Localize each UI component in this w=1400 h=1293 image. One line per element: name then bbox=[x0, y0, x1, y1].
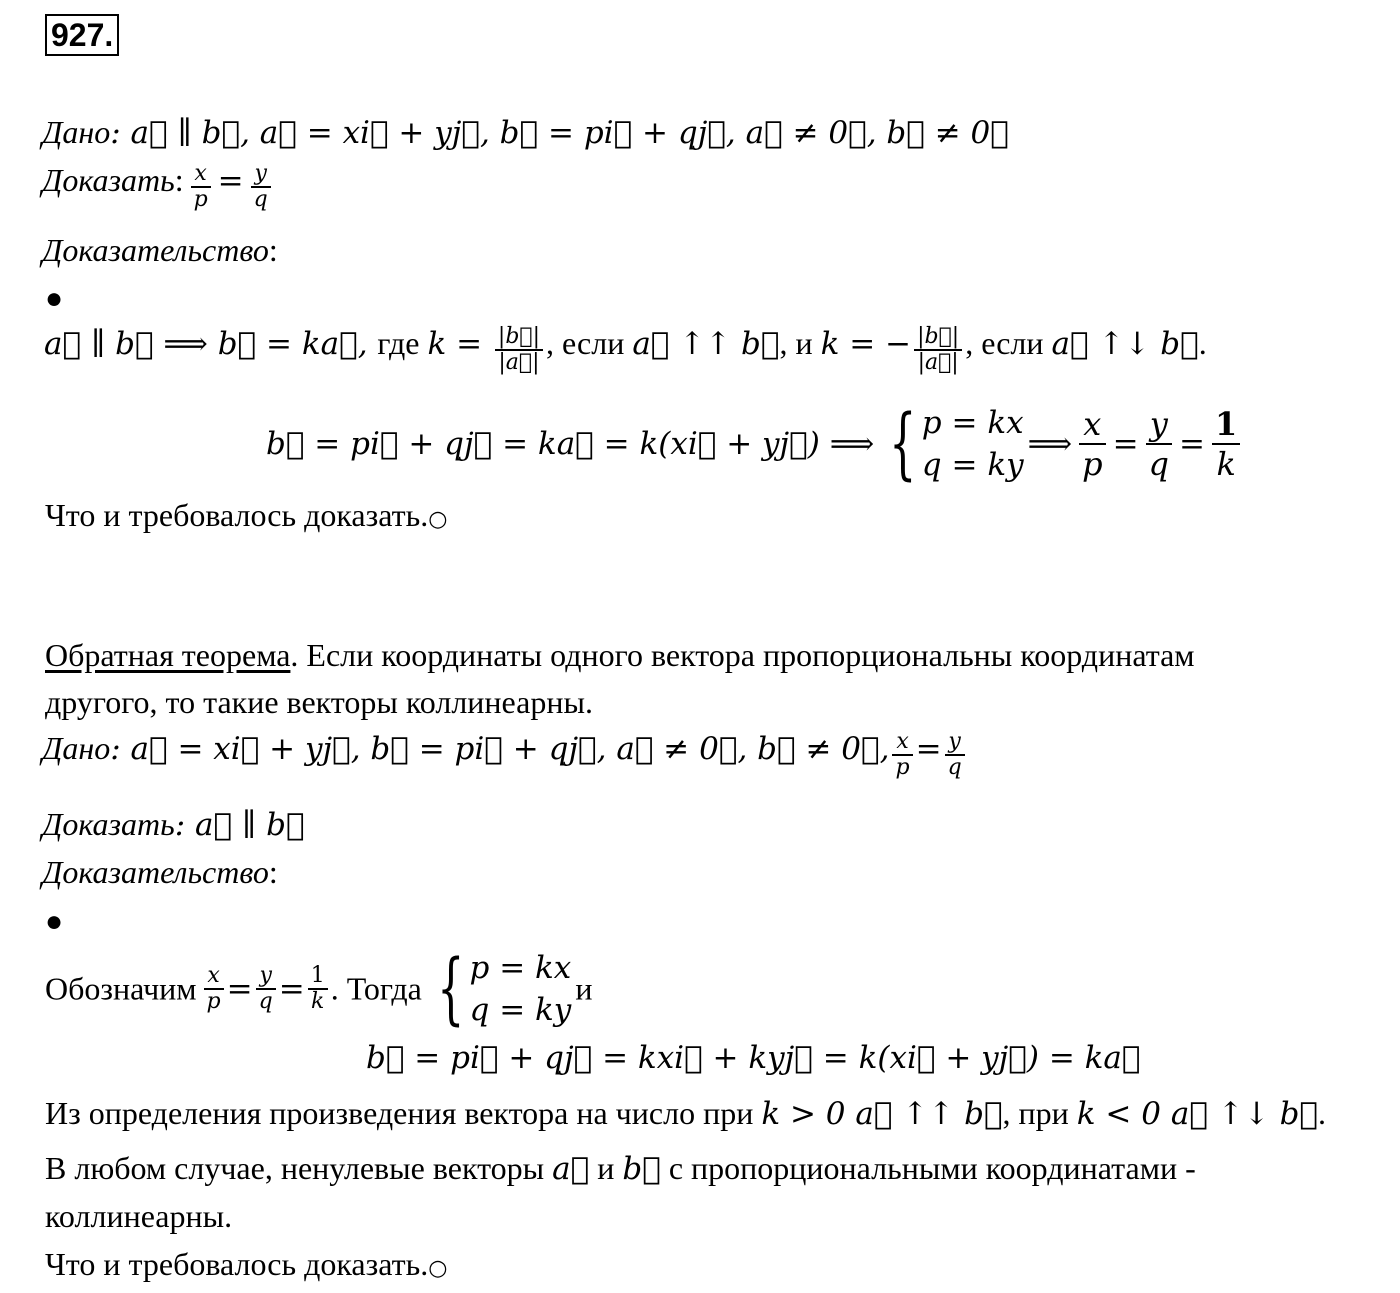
denote-line bbox=[45, 944, 593, 1034]
equals: = bbox=[1179, 426, 1206, 462]
conclusion-line-1 bbox=[45, 1150, 1196, 1187]
frac-num: |b⃗| bbox=[914, 325, 962, 351]
then-text: . Тогда bbox=[330, 970, 422, 1007]
frac-num: x bbox=[1079, 405, 1105, 445]
fraction-y-over-q bbox=[1146, 405, 1172, 483]
bullet-1: ● bbox=[45, 282, 64, 315]
fraction-x-over-p bbox=[892, 730, 912, 780]
fraction-one-over-k bbox=[308, 964, 328, 1014]
frac-den: |a⃗| bbox=[917, 350, 959, 376]
math-opposite: a⃗ ↑↓ b⃗ bbox=[1051, 326, 1199, 362]
frac-den: p bbox=[206, 989, 221, 1014]
text-if-2: , если bbox=[965, 325, 1052, 361]
fraction-y-over-q bbox=[256, 964, 276, 1014]
frac-den: p bbox=[1082, 445, 1103, 483]
frac-num: |b⃗| bbox=[495, 325, 543, 351]
implies: ⟹ bbox=[1027, 426, 1073, 462]
frac-num: x bbox=[191, 162, 211, 188]
equation-p: p = kx bbox=[921, 405, 1024, 441]
fraction-y-over-q bbox=[251, 162, 271, 212]
definition-text-2: , при bbox=[1002, 1095, 1077, 1131]
bullet-2: ● bbox=[45, 905, 64, 938]
math-a-parallel-b: a⃗ ∥ b⃗ ⟹ b⃗ = ka⃗, bbox=[44, 326, 378, 362]
equals: = bbox=[226, 971, 253, 1007]
given-line-1 bbox=[42, 114, 1009, 151]
given-label: Дано bbox=[42, 114, 111, 150]
frac-den: q bbox=[253, 187, 268, 213]
system-of-equations bbox=[426, 944, 572, 1034]
given-line-2 bbox=[42, 730, 968, 780]
left-brace: { bbox=[437, 944, 465, 1034]
equals: = bbox=[217, 163, 244, 199]
conclusion-text: В любом случае, ненулевые векторы bbox=[45, 1150, 553, 1186]
left-brace: { bbox=[889, 399, 917, 489]
proof-label: Доказательство bbox=[42, 854, 269, 890]
qed-line-1 bbox=[45, 497, 447, 534]
conclusion-line-2 bbox=[45, 1198, 232, 1235]
frac-num: x bbox=[204, 964, 224, 990]
frac-num: x bbox=[892, 730, 912, 756]
frac-num: y bbox=[945, 730, 965, 756]
converse-statement: . Если координаты одного вектора пропорциональны координатам bbox=[290, 637, 1195, 673]
fraction-x-over-p bbox=[191, 162, 211, 212]
conclusion-text-2: с пропорциональными координатами - bbox=[660, 1150, 1196, 1186]
qed-line-2 bbox=[45, 1246, 447, 1283]
frac-num: 1 bbox=[308, 964, 328, 990]
qed-text: Что и требовалось доказать. bbox=[45, 497, 429, 533]
frac-num: y bbox=[256, 964, 276, 990]
fraction-one-over-k bbox=[1212, 405, 1240, 483]
proof-label: Доказательство bbox=[42, 232, 269, 268]
proof-line-collinear bbox=[44, 325, 1207, 375]
frac-den: q bbox=[1148, 445, 1170, 483]
frac-den: q bbox=[947, 755, 962, 781]
frac-den: |a⃗| bbox=[498, 350, 540, 376]
given-expression: : a⃗ = xi⃗ + yj⃗, b⃗ = pi⃗ + qj⃗, a⃗ ≠ 0⃗, b⃗ ≠ 0⃗, bbox=[110, 731, 890, 767]
qed-circle-icon: ○ bbox=[428, 507, 448, 532]
and-text: и bbox=[589, 1150, 623, 1186]
math-k-positive: k > 0 a⃗ ↑↑ b⃗ bbox=[761, 1096, 1003, 1132]
qed-text: Что и требовалось доказать. bbox=[45, 1246, 429, 1282]
prove-label: Доказать bbox=[42, 162, 175, 198]
definition-line bbox=[45, 1095, 1326, 1132]
fraction-y-over-q bbox=[945, 730, 965, 780]
equals: = bbox=[915, 731, 942, 767]
frac-den: k bbox=[311, 989, 325, 1014]
converse-theorem-title: Обратная теорема bbox=[45, 637, 291, 673]
colon: : bbox=[174, 162, 184, 198]
equation-p: p = kx bbox=[469, 950, 572, 986]
math-k-eq: k = bbox=[427, 326, 492, 362]
fraction-norm-b-over-norm-a bbox=[495, 325, 543, 375]
converse-statement-line-1 bbox=[45, 637, 1195, 674]
math-k-eq-minus: k = − bbox=[820, 326, 912, 362]
frac-num: y bbox=[251, 162, 271, 188]
prove-line-2 bbox=[42, 806, 305, 843]
frac-den: q bbox=[258, 989, 273, 1014]
frac-den: p bbox=[193, 187, 208, 213]
equals: = bbox=[1112, 426, 1139, 462]
prove-line-1 bbox=[42, 162, 274, 212]
frac-num: y bbox=[1146, 405, 1172, 445]
period: . bbox=[1198, 325, 1207, 361]
converse-statement-line-2 bbox=[45, 684, 593, 721]
vector-b: b⃗ bbox=[622, 1151, 661, 1187]
frac-den: k bbox=[1216, 445, 1236, 483]
equation-q: q = ky bbox=[921, 447, 1024, 483]
system-of-equations bbox=[878, 399, 1024, 489]
prove-expression: : a⃗ ∥ b⃗ bbox=[174, 807, 305, 843]
qed-circle-icon: ○ bbox=[428, 1256, 448, 1281]
given-label: Дано bbox=[42, 730, 111, 766]
text-where: где bbox=[377, 325, 428, 361]
conclusion-text-3: коллинеарны. bbox=[45, 1198, 233, 1234]
problem-number: 927. bbox=[45, 14, 119, 56]
converse-statement-continuation: другого, то такие векторы коллинеарны. bbox=[45, 684, 593, 720]
fraction-x-over-p bbox=[204, 964, 224, 1014]
given-expression: : a⃗ ∥ b⃗, a⃗ = xi⃗ + yj⃗, b⃗ = pi⃗ + qj⃗, a⃗ ≠ 0⃗, b⃗ ≠ 0⃗ bbox=[110, 115, 1009, 151]
definition-text: Из определения произведения вектора на число при bbox=[45, 1095, 762, 1131]
fraction-x-over-p bbox=[1079, 405, 1105, 483]
period: . bbox=[1318, 1095, 1327, 1131]
text-and: , и bbox=[779, 325, 821, 361]
math-b-equals-ka: b⃗ = pi⃗ + qj⃗ = kxi⃗ + kyj⃗ = k(xi⃗ + yj⃗) = ka⃗ bbox=[366, 1040, 1141, 1076]
math-b-expansion: b⃗ = pi⃗ + qj⃗ = ka⃗ = k(xi⃗ + yj⃗) ⟹ bbox=[266, 426, 875, 462]
proof-heading-2: Доказательство: bbox=[42, 854, 278, 890]
denote-text: Обозначим bbox=[45, 970, 197, 1007]
proof-line-system bbox=[266, 399, 1243, 489]
frac-den: p bbox=[895, 755, 910, 781]
math-k-negative: k < 0 a⃗ ↑↓ b⃗ bbox=[1076, 1096, 1319, 1132]
and-text: и bbox=[575, 970, 593, 1007]
prove-label: Доказать bbox=[42, 806, 175, 842]
proof-heading-1: Доказательство: bbox=[42, 232, 278, 268]
fraction-norm-b-over-norm-a-2 bbox=[914, 325, 962, 375]
equals: = bbox=[278, 971, 305, 1007]
equation-q: q = ky bbox=[469, 992, 572, 1028]
text-if: , если bbox=[546, 325, 633, 361]
math-codirectional: a⃗ ↑↑ b⃗ bbox=[632, 326, 780, 362]
equation-line-b bbox=[366, 1040, 1141, 1076]
vector-a: a⃗ bbox=[552, 1151, 590, 1187]
frac-num: 1 bbox=[1212, 405, 1240, 445]
